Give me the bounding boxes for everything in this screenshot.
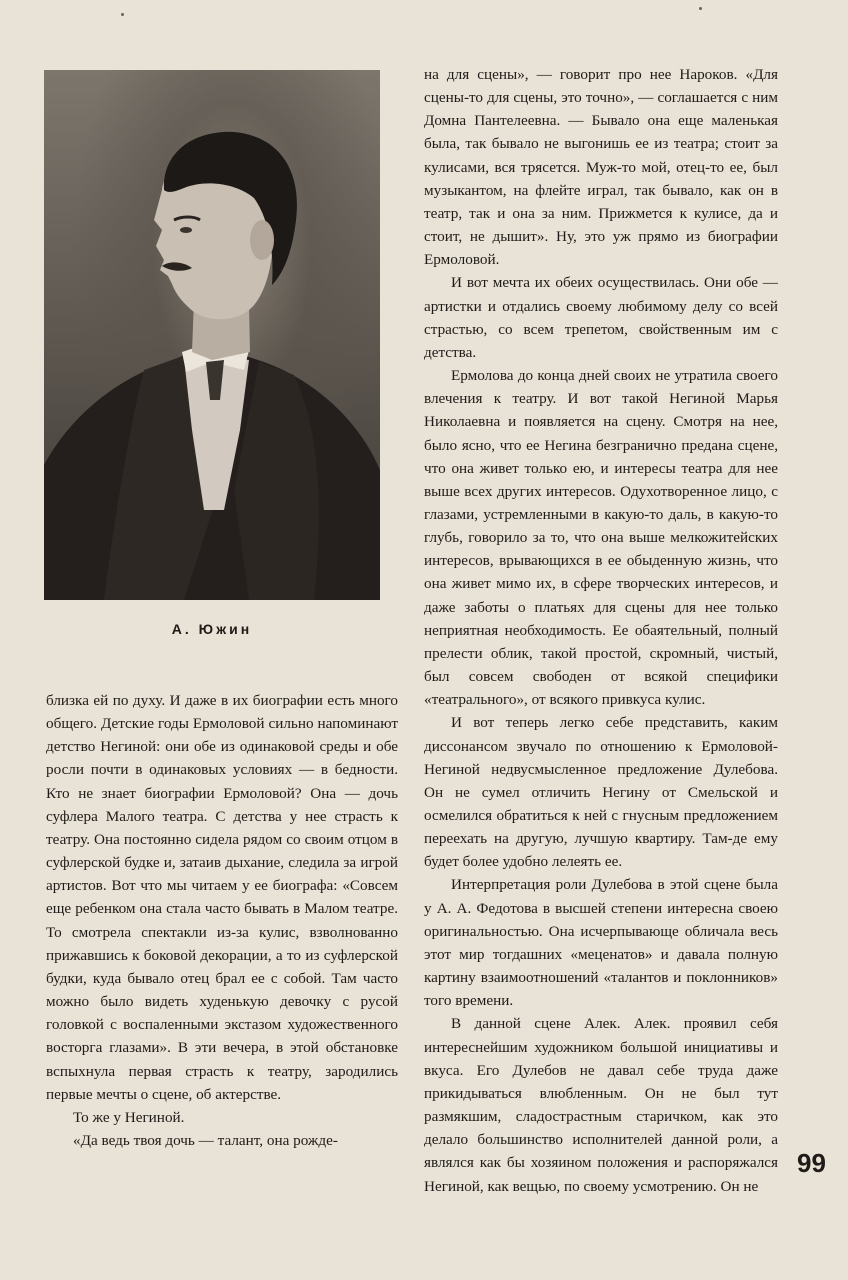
paragraph: на для сцены», — говорит про нее Нароков. «Для сцены-то для сцены, это точно», — соглашается с ним Домна Пантелеевна. — Бывало она еще маленькая была, так бывало не выгонишь ее из театра; стоит за кулисами, вся трясется. Муж-то мой, отец-то ее, был музыкантом, на флейте играл, так бывало, как он в театр, так и она за ним. Прижмется к кулисе, да и стоит, не дышит». Ну, это уж прямо из биографии Ермоловой. [424, 66, 778, 269]
page-number: 99 [797, 1148, 826, 1178]
paragraph: «Да ведь твоя дочь — талант, она рожде- [73, 1131, 338, 1149]
paragraph: То же у Негиной. [73, 1108, 185, 1126]
paper-speck [121, 13, 124, 16]
paragraph: В данной сцене Алек. Алек. проявил себя интереснейшим художником большой инициативы и вкуса. Его Дулебов не давал себе труда даже прикидываться влюбленным. Он не был тут размякшим, сладострастным старичком, как это делало большинство исполнителей данной роли, а являлся как бы хозяином положения и распоряжался Негиной, как вещью, по своему усмотрению. Он не [424, 1015, 778, 1195]
text-column-left [46, 689, 398, 1152]
photo-caption: А. Южин [171, 621, 253, 637]
paragraph: близка ей по духу. И даже в их биографии есть много общего. Детские годы Ермоловой сильно напоминают детство Негиной: они обе из одинаковой среды и обе росли почти в одинаковых условиях — в бедности. Кто не знает биографии Ермоловой? Она — дочь суфлера Малого театра. С детства у нее страсть к театру. Она постоянно сидела рядом со своим отцом в суфлерской будке и, затаив дыхание, следила за игрой артистов. Вот что мы читаем у ее биографа: «Совсем еще ребенком она стала часто бывать в Малом театре. То смотрела спектакли из-за кулис, взволнованно прижавшись к боковой декорации, а то из суфлерской будки, куда бывало отец брал ее с собой. Там часто можно было видеть худенькую девочку с русой головкой с воспаленными экстазом художественного восторга глазами». В эти вечера, в этой обстановке вспыхнула первая страсть к театру, зародились первые мечты о сцене, об актерстве. [46, 692, 398, 1103]
paragraph: Интерпретация роли Дулебова в этой сцене была у А. А. Федотова в высшей степени интересна своею оригинальностью. Она исчерпывающе обличала весь этот мир тогдашних «меценатов» и давала полную картину взаимоотношений «талантов и поклонников» того времени. [424, 876, 778, 1010]
portrait-photo [44, 70, 380, 600]
portrait-illustration [44, 70, 380, 600]
paragraph: И вот мечта их обеих осуществилась. Они обе — артистки и отдались своему любимому делу со всей страстью, со всем трепетом, свойственным им с детства. [424, 274, 778, 361]
text-column-right [424, 63, 778, 1198]
paragraph: Ермолова до конца дней своих не утратила своего влечения к театру. И вот такой Негиной Марья Николаевна и появляется на сцену. Смотря на нее, было ясно, что ее Негина безгранично предана сцене, что она живет только ею, и интересы театра для нее выше всех других интересов. Одухотворенное лицо, с глазами, устремленными в какую-то даль, в какую-то глубь, говорило за то, что она выше мелкожитейских интересов, врывающихся в ее обыденную жизнь, что она живет мимо их, в сфере творческих интересов, и даже заботы о платьях для сцены для нее только неприятная необходимость. Ее обаятельный, полный прелести облик, такой простой, скромный, чистый, был совсем свободен от всякой специфики «театрального», от всякого привкуса кулис. [424, 367, 778, 709]
paragraph: И вот теперь легко себе представить, каким диссонансом звучало по отношению к Ермоловой-Негиной недвусмысленное предложение Дулебова. Он не сумел отличить Негину от Смельской и осмелился обратиться к ней с гнусным предложением переехать на другую, лучшую квартиру. Там-де ему будет более удобно лелеять ее. [424, 714, 778, 871]
paper-speck [699, 7, 702, 10]
